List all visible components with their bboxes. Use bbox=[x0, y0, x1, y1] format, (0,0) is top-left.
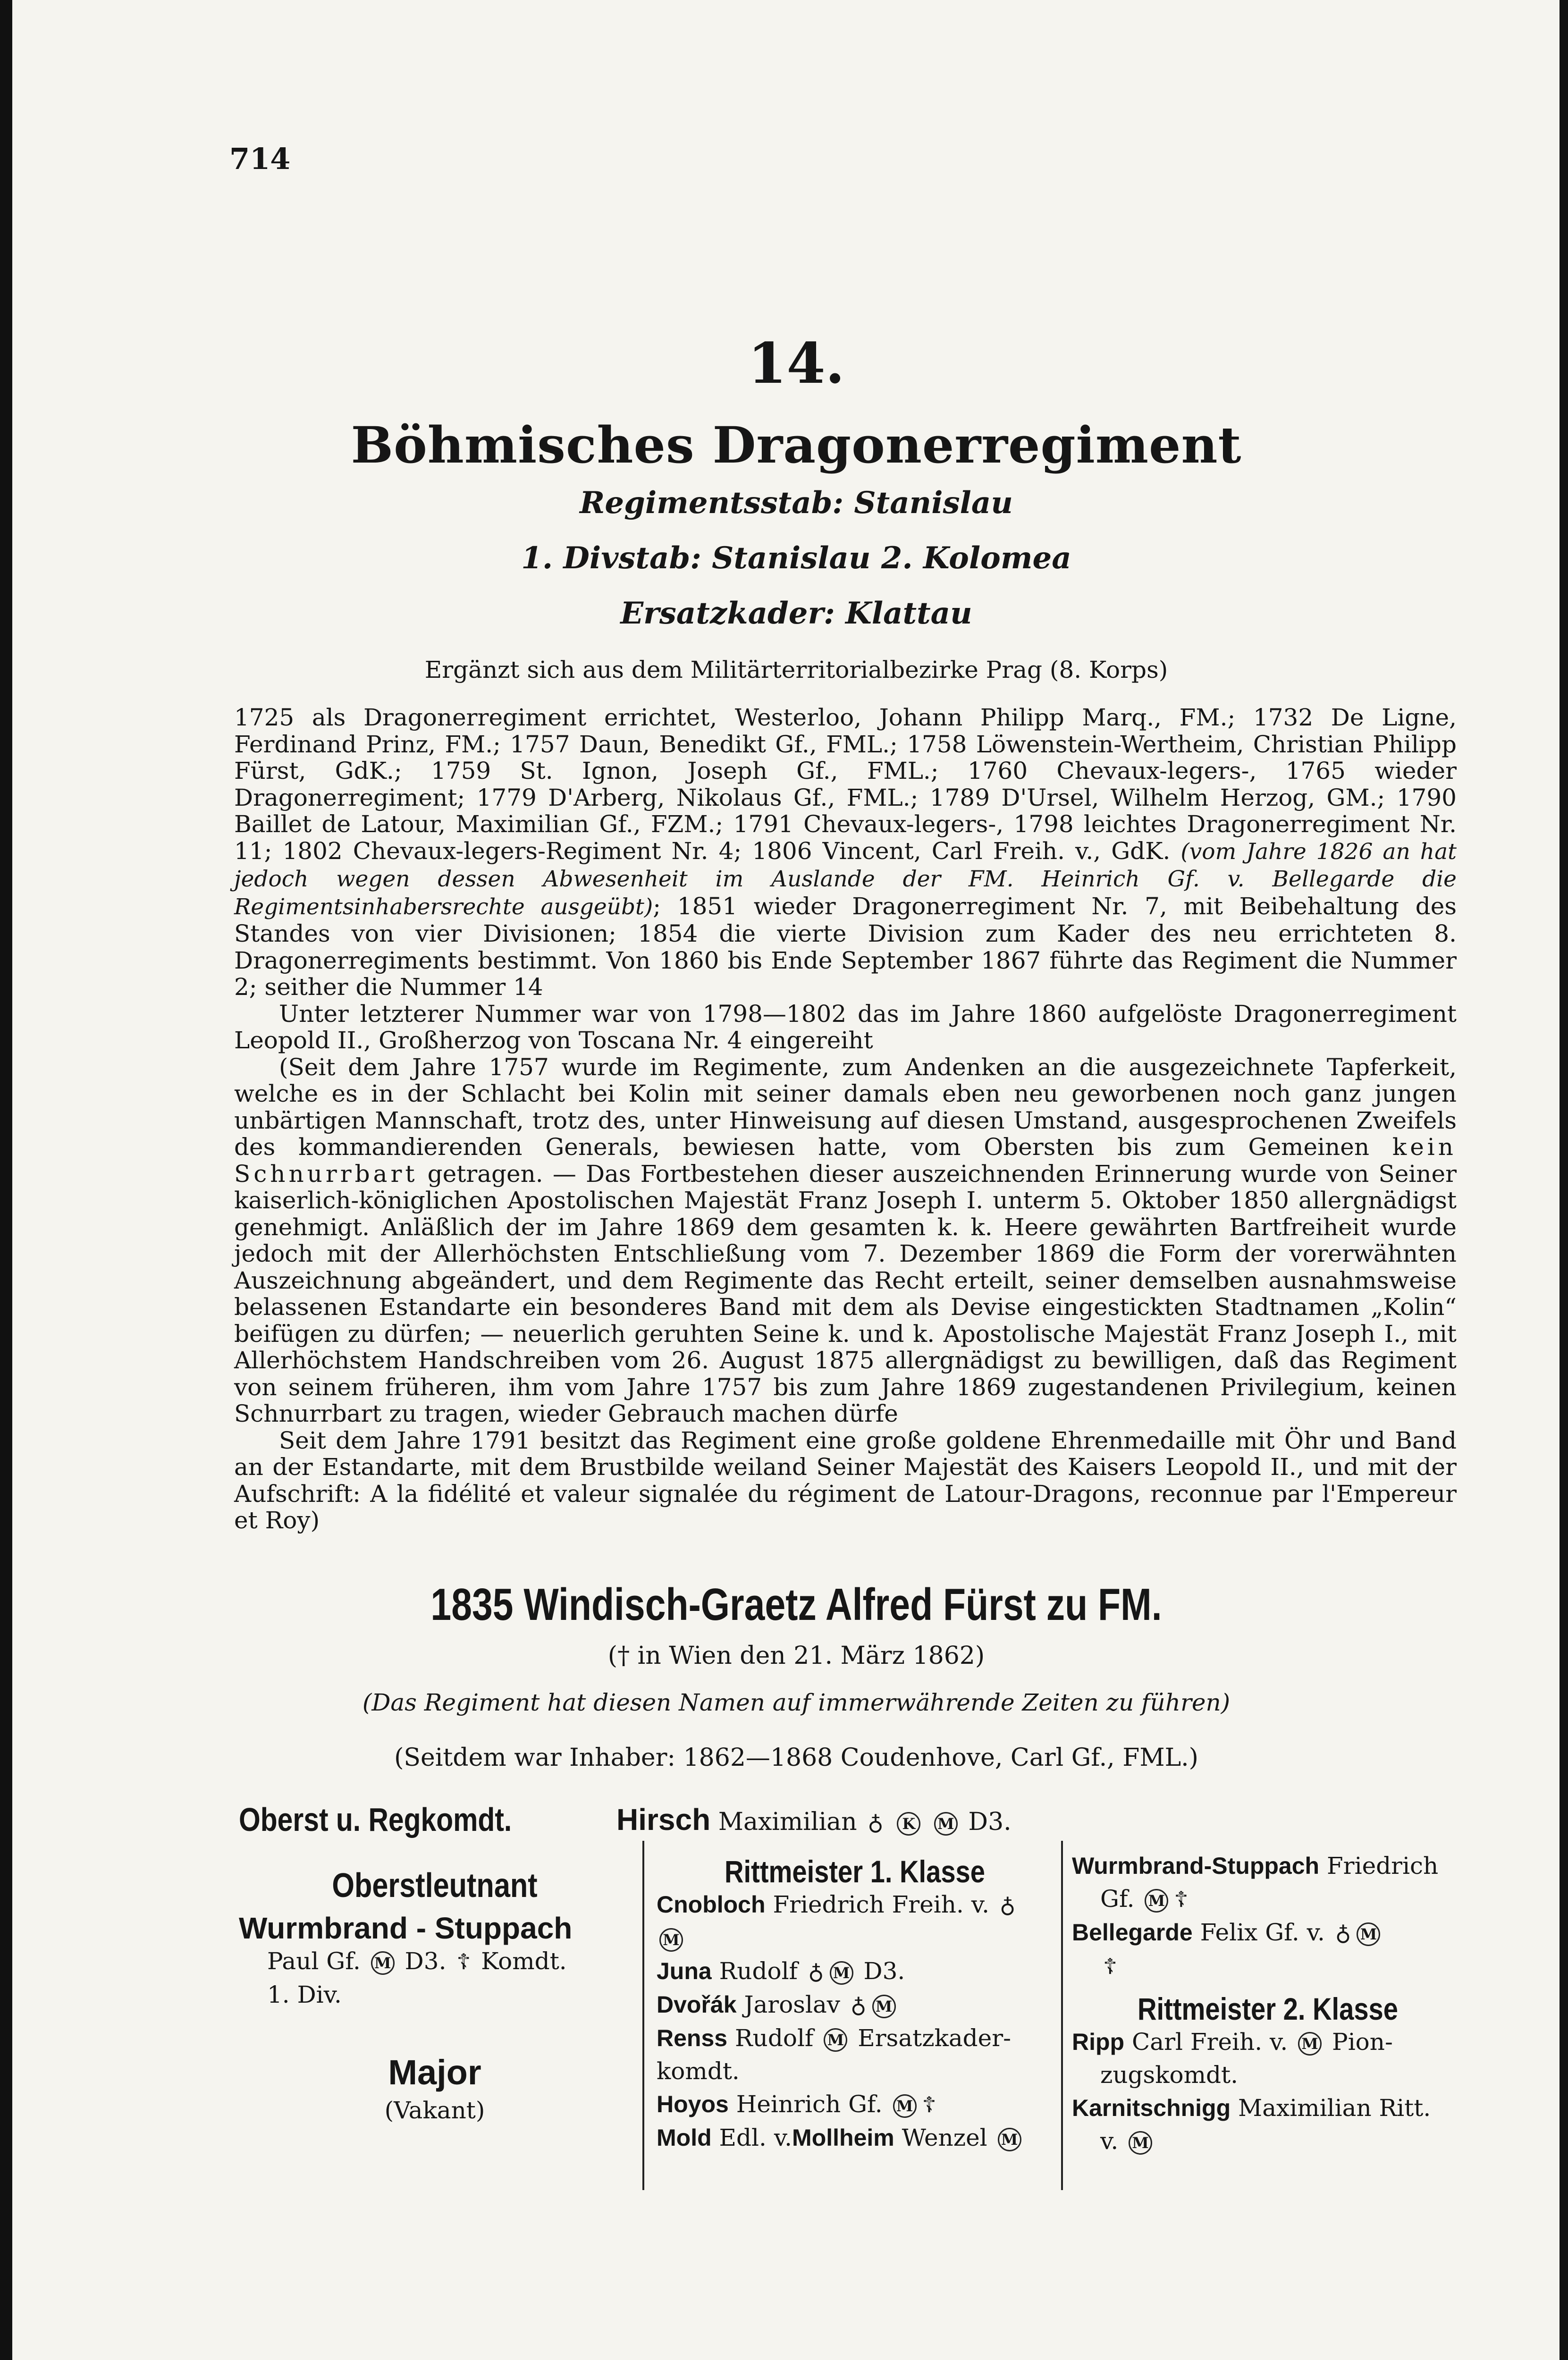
rm1-entry: Dvořák Jaroslav ♁ M bbox=[657, 1988, 1053, 2022]
rm1-entry-cont: komdt. bbox=[657, 2057, 740, 2085]
rm1-entry: Cnobloch Friedrich Freih. v. ♁ bbox=[657, 1888, 1053, 1922]
ring-icon: ♁ bbox=[808, 1959, 824, 1984]
oberst-given: Maximilian bbox=[718, 1808, 857, 1836]
cross-icon: ☦ bbox=[922, 2092, 936, 2117]
rm1-entry: Juna Rudolf ♁ M D3. bbox=[657, 1955, 1053, 1988]
rm1-entry-cont bbox=[657, 1922, 1053, 1955]
history-italic-note: (vom Jahre 1826 an hat jedoch wegen dessen Abwesenheit im Auslande der FM. Heinrich Gf. v. Bellegarde die Regimentsinhabersrechte ausgeübt) bbox=[234, 838, 1457, 920]
oberstleutnant-d: D3. bbox=[405, 1947, 447, 1975]
m-decoration-icon: M bbox=[1357, 1922, 1380, 1946]
oberstleutnant-given: Paul Gf. bbox=[267, 1947, 361, 1975]
column-right bbox=[1072, 1849, 1464, 2158]
m-decoration-icon: M bbox=[371, 1951, 395, 1975]
ring-icon: ♁ bbox=[999, 1892, 1016, 1918]
recruitment-line: Ergänzt sich aus dem Militärterritorialbezirke Prag (8. Korps) bbox=[424, 656, 1168, 683]
namesake-death: († in Wien den 21. März 1862) bbox=[607, 1642, 985, 1670]
rm1-label: Rittmeister 1. Klasse bbox=[725, 1854, 985, 1889]
m-decoration-icon: M bbox=[1298, 2032, 1322, 2056]
history-paragraph-1 bbox=[234, 704, 1457, 1001]
cross-icon: ☦ bbox=[1103, 1954, 1117, 1979]
col3-entry: Wurmbrand-Stuppach Friedrich bbox=[1072, 1852, 1439, 1880]
oberstleutnant-role2: 1. Div. bbox=[267, 1981, 342, 2008]
m-decoration-icon: M bbox=[1145, 1889, 1168, 1913]
history-paragraph-4: Seit dem Jahre 1791 besitzt das Regiment eine große goldene Ehrenmedaille mit Öhr und Band an der Estandarte, mit dem Brustbilde weiland Seiner Majestät des Kaisers Leopold II., und mit der Aufschrift: A la fidélité et valeur signalée du régiment de Latour-Dragons, reconnue par l'Empereur et Roy) bbox=[234, 1426, 1457, 1534]
page-number: 714 bbox=[229, 142, 291, 176]
rm1-entry: Mold Edl. v.Mollheim Wenzel M bbox=[657, 2121, 1053, 2154]
rm2-entry-cont: zugskomdt. bbox=[1100, 2061, 1239, 2089]
rm2-label: Rittmeister 2. Klasse bbox=[1138, 1991, 1398, 2026]
col3-entry-cont: Gf. M ☦ bbox=[1072, 1882, 1464, 1916]
m-decoration-icon: M bbox=[659, 1928, 683, 1952]
rm1-entry: Hoyos Heinrich Gf. M ☦ bbox=[657, 2088, 1053, 2121]
rm1-entry: Renss Rudolf M Ersatzkader- bbox=[657, 2024, 1012, 2052]
k-decoration-icon: K bbox=[897, 1812, 920, 1836]
namesake-note: (Das Regiment hat diesen Namen auf immerwährende Zeiten zu führen) bbox=[362, 1689, 1231, 1716]
ring-icon: ♁ bbox=[868, 1810, 884, 1835]
oberst-name: Hirsch bbox=[616, 1803, 711, 1837]
oberst-label: Oberst u. Regkomdt. bbox=[239, 1801, 512, 1838]
history-spaced-phrase: kein Schnurrbart bbox=[234, 1133, 1457, 1188]
m-decoration-icon: M bbox=[830, 1961, 853, 1985]
oberstleutnant-name: Wurmbrand - Stuppach bbox=[239, 1911, 573, 1945]
history-p3a: (Seit dem Jahre 1757 wurde im Regimente, zum Andenken an die ausgezeichnete Tapferkeit, welche es in der Schlacht bei Kolin mit seiner damals eben neu geworbenen noch ganz jungen unbärtigen Mannschaft, trotz des, unter Hinweisung auf diesen Umstand, ausgesprochenen Zweifels des kommandierenden Generals, bewiesen hatte, vom Obersten bis zum Gemeinen bbox=[234, 1053, 1457, 1161]
major-value: (Vakant) bbox=[384, 2097, 485, 2124]
column-divider-2 bbox=[1061, 1841, 1063, 2190]
oberstleutnant-label: Oberstleutnant bbox=[332, 1867, 538, 1905]
namesake-title: 1835 Windisch-Graetz Alfred Fürst zu FM. bbox=[430, 1579, 1162, 1630]
col3-entry-cont bbox=[1072, 1949, 1464, 1983]
m-decoration-icon: M bbox=[824, 2028, 847, 2052]
rm2-entry: Ripp Carl Freih. v. M Pion- bbox=[1072, 2028, 1393, 2056]
history-p1b: ; 1851 wieder Dragonerregiment Nr. 7, mit Beibehaltung des Standes von vier Divisionen; 1854 die vierte Division zum Kader des neu errichteten 8. Dragonerregiments bestimmt. Von 1860 bis Ende September 1867 führte das Regiment die Nummer 2; seither die Nummer 14 bbox=[234, 892, 1457, 1001]
history-paragraph-3 bbox=[234, 1054, 1457, 1427]
major-label: Major bbox=[388, 2053, 481, 2092]
m-decoration-icon: M bbox=[934, 1812, 958, 1836]
rm2-entry: Karnitschnigg Maximilian Ritt. bbox=[1072, 2094, 1431, 2122]
col3-entry: Bellegarde Felix Gf. v. ♁ M bbox=[1072, 1916, 1464, 1949]
cross-icon: ☦ bbox=[1174, 1887, 1189, 1912]
former-owner: (Seitdem war Inhaber: 1862—1868 Coudenhove, Carl Gf., FML.) bbox=[394, 1744, 1198, 1772]
oberst-extra: D3. bbox=[968, 1808, 1012, 1836]
history-text bbox=[234, 704, 1457, 1534]
history-p1a: 1725 als Dragonerregiment errichtet, Westerloo, Johann Philipp Marq., FM.; 1732 De Ligne, Ferdinand Prinz, FM.; 1757 Daun, Benedikt Gf., FML.; 1758 Löwenstein-Wertheim, Christian Philipp Fürst, GdK.; 1759 St. Ignon, Joseph Gf., FML.; 1760 Chevaux-legers-, 1765 wieder Dragonerregiment; 1779 D'Arberg, Nikolaus Gf., FML.; 1789 D'Ursel, Wilhelm Herzog, GM.; 1790 Baillet de Latour, Maximilian Gf., FZM.; 1791 Chevaux-legers-, 1798 leichtes Dragonerregiment Nr. 11; 1802 Chevaux-legers-Regiment Nr. 4; 1806 Vincent, Carl Freih. v., GdK. bbox=[234, 704, 1457, 865]
regiment-number: 14. bbox=[748, 330, 845, 396]
reserve-line: Ersatzkader: Klattau bbox=[620, 596, 972, 631]
ring-icon: ♁ bbox=[850, 1992, 867, 2018]
column-left bbox=[239, 1869, 631, 2127]
history-paragraph-2: Unter letzterer Nummer war von 1798—1802 das im Jahre 1860 aufgelöste Dragonerregiment Leopold II., Großherzog von Toscana Nr. 4 eingereiht bbox=[234, 1000, 1457, 1054]
m-decoration-icon: M bbox=[872, 1995, 896, 2018]
column-middle bbox=[657, 1855, 1053, 2154]
staff-line: Regimentsstab: Stanislau bbox=[580, 485, 1013, 521]
column-divider-1 bbox=[642, 1841, 644, 2190]
history-p3b: getragen. — Das Fortbestehen dieser auszeichnenden Erinnerung wurde von Seiner kaiserlich-königlichen Apostolischen Majestät Franz Joseph I. unterm 5. Oktober 1850 allergnädigst genehmigt. Anläßlich der im Jahre 1869 dem gesamten k. k. Heere gewährten Bartfreiheit wurde jedoch mit der Allerhöchsten Entschließung vom 7. Dezember 1869 die Form der vorerwähnten Auszeichnung abgeändert, und dem Regimente das Recht erteilt, seiner demselben ausnahmsweise belassenen Estandarte ein besonderes Band mit dem als Devise eingestickten Stadtnamen „Kolin“ beifügen zu dürfen; — neuerlich geruhten Seine k. und k. Apostolische Majestät Franz Joseph I., mit Allerhöchstem Handschreiben vom 26. August 1875 allergnädigst zu bewilligen, daß das Regiment von seinem früheren, ihm vom Jahre 1757 bis zum Jahre 1869 zugestandenen Privilegium, keinen Schnurrbart zu tragen, wieder Gebrauch machen dürfe bbox=[234, 1160, 1457, 1427]
regiment-title: Böhmisches Dragonerregiment bbox=[351, 415, 1242, 474]
rm2-entry-cont: v. M bbox=[1072, 2124, 1464, 2158]
oberstleutnant-entry bbox=[239, 1945, 631, 1978]
m-decoration-icon: M bbox=[1129, 2131, 1152, 2155]
ring-icon: ♁ bbox=[1335, 1920, 1351, 1946]
m-decoration-icon: M bbox=[998, 2128, 1021, 2151]
m-decoration-icon: M bbox=[893, 2094, 917, 2118]
division-staff-line: 1. Divstab: Stanislau 2. Kolomea bbox=[521, 540, 1071, 576]
cross-icon: ☦ bbox=[456, 1949, 471, 1974]
oberst-entry bbox=[616, 1802, 1012, 1837]
oberstleutnant-role: Komdt. bbox=[481, 1947, 567, 1975]
